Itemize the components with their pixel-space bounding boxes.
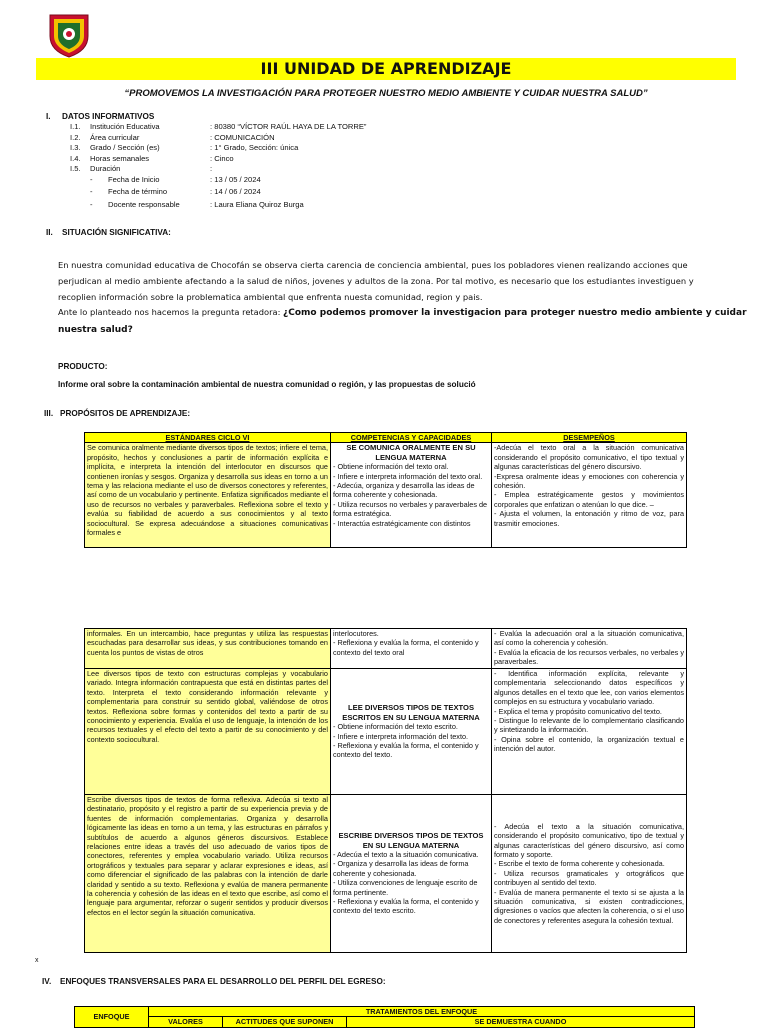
header-competencies: COMPETENCIAS Y CAPACIDADES — [331, 433, 492, 443]
info-row — [0, 122, 768, 133]
info-value: : — [210, 164, 213, 173]
header-valores: VALORES — [149, 1017, 223, 1027]
info-dash: - — [90, 174, 93, 184]
info-num: I.5. — [70, 164, 81, 173]
info-num: I.1. — [70, 122, 81, 131]
info-label: Institución Educativa — [90, 122, 160, 131]
document-title: III UNIDAD DE APRENDIZAJE — [36, 58, 736, 80]
shield-icon — [48, 12, 90, 58]
competency-title: LEE DIVERSOS TIPOS DE TEXTOS ESCRITOS EN SU LENGUA MATERNA — [342, 703, 480, 722]
info-value: : 14 / 06 / 2024 — [210, 187, 261, 196]
product-text: Informe oral sobre la contaminación ambiental de nuestra comunidad o región, y las propuestas de solució — [58, 380, 476, 389]
competency-cell — [331, 669, 492, 795]
section-number: II. — [46, 228, 53, 237]
header-actitudes: ACTITUDES QUE SUPONEN — [223, 1017, 347, 1027]
performance-cell: - Evalúa la adecuación oral a la situación comunicativa, así como la coherencia y cohesión. - Evalúa la eficacia de los recursos verbales, no verbales y paraverbales. — [492, 629, 687, 669]
challenge-question — [58, 304, 764, 338]
competency-items: - Obtiene información del texto escrito. - Infiere e interpreta información del texto. - Reflexiona y evalúa la forma, el contenido y contexto del texto. — [333, 722, 479, 760]
info-value: : Cinco — [210, 153, 234, 163]
info-label: Docente responsable — [108, 199, 180, 209]
section-number: IV. — [42, 977, 52, 986]
info-dash: - — [90, 199, 93, 209]
table-header-row — [85, 433, 687, 443]
document-subtitle: “PROMOVEMOS LA INVESTIGACIÓN PARA PROTEGER NUESTRO MEDIO AMBIENTE Y CUIDAR NUESTRA SALUD” — [124, 88, 648, 99]
section-number: I. — [46, 112, 51, 121]
school-logo — [48, 12, 90, 58]
competency-cell — [331, 443, 492, 548]
question-intro: Ante lo planteado nos hacemos la pregunta retadora: — [58, 307, 284, 317]
header-demuestra: SE DEMUESTRA CUANDO — [347, 1017, 695, 1027]
standard-cell: informales. En un intercambio, hace preguntas y utiliza las respuestas escuchadas para desarrollar sus ideas, y sus contribuciones tomando en cuenta los puntos de vistas de otros — [85, 629, 331, 669]
info-num: I.2. — [70, 132, 81, 142]
info-row — [0, 143, 768, 154]
info-subrow — [0, 200, 768, 211]
competency-items: interlocutores. - Reflexiona y evalúa la forma, el contenido y contexto del texto oral — [331, 629, 492, 669]
section-title: ENFOQUES TRANSVERSALES PARA EL DESARROLLO DEL PERFIL DEL EGRESO: — [60, 977, 386, 986]
info-value: : Laura Eliana Quiroz Burga — [210, 199, 304, 209]
competency-items: - Obtiene información del texto oral. - Infiere e interpreta información del texto oral. - Adecúa, organiza y desarrolla las ideas de forma coherente y cohesionada. - Utiliza recursos no verbales y paraverbales de forma estratégica. - Interactúa estratégicamente con distintos — [333, 462, 488, 528]
situation-paragraph: En nuestra comunidad educativa de Chocofán se observa cierta carencia de conciencia ambiental, pues los pobladores vienen realizando acciones que perjudican al medio ambiente afectando a la salud de niños, jovenes y adultos de la zona. Por tal motivo, es necesario que los estudiantes investiguen y recoplien información sobre la problematica ambiental que enfrenta nuesta comunidad, region y pais. — [58, 260, 694, 302]
table-row — [85, 443, 687, 548]
info-value: : COMUNICACIÓN — [210, 132, 275, 142]
section-number: III. — [44, 409, 54, 418]
info-value: : 13 / 05 / 2024 — [210, 174, 261, 184]
info-subrow — [0, 187, 768, 198]
table-row — [85, 669, 687, 795]
competency-title: SE COMUNICA ORALMENTE EN SU LENGUA MATERNA — [346, 443, 476, 462]
purposes-table — [84, 432, 687, 548]
standard-cell: Lee diversos tipos de texto con estructuras complejas y vocabulario variado. Integra información contrapuesta que está en distintas partes del texto. Interpreta el texto considerando información relevante y complementaria para construir su sentido global, valiéndose de otros textos. Reflexiona sobre formas y contenidos del texto a partir de su conocimiento y experiencia. Evalúa el uso de lenguaje, la intención de los recursos textuales y el efecto del texto a partir de su conocimiento y del contexto sociocultural. — [85, 669, 331, 795]
section-1-heading — [46, 112, 154, 121]
table-header-row — [75, 1007, 695, 1017]
question-text: ¿Como podemos promover la investigacion para proteger nuestro medio ambiente y cuidar nuestra salud? — [58, 308, 747, 335]
info-dash: - — [90, 187, 93, 196]
info-label: Fecha de Inicio — [108, 174, 160, 184]
transversal-table — [74, 1006, 695, 1028]
header-tratamiento: TRATAMIENTOS DEL ENFOQUE — [149, 1007, 695, 1017]
stray-mark: x — [35, 957, 39, 964]
section-4-heading — [42, 977, 386, 986]
purposes-table-continued — [84, 628, 687, 953]
standard-text: Se comunica oralmente mediante diversos tipos de textos; infiere el tema, propósito, hechos y conclusiones a partir de información explícita e implícita, e interpreta la intención del interlocutor en discursos que contienen ironías y sesgos. Organiza y desarrolla sus ideas en torno a un tema y las relaciona mediante el uso de diversos conectores y referentes, así como de un vocabulario y pertinente. Enfatiza significados mediante el uso de recursos no verbales y paraverbales. Reflexiona sobre el texto y evalúa su fiabilidad de acuerdo a sus conocimientos y al texto sociocultural. Se expresa adecuándose a situaciones comunicativas formales e — [87, 443, 328, 538]
info-num: I.3. — [70, 143, 81, 152]
info-num: I.4. — [70, 153, 81, 163]
header-standards: ESTÁNDARES CICLO VI — [85, 433, 331, 443]
section-3-heading — [44, 409, 190, 418]
info-row — [0, 154, 768, 165]
section-title: SITUACIÓN SIGNIFICATIVA: — [62, 228, 171, 237]
info-subrow — [0, 175, 768, 186]
competency-items: - Adecúa el texto a la situación comunicativa. - Organiza y desarrolla las ideas de forma coherente y cohesionada. - Utiliza convenciones de lenguaje escrito de forma pertinente. - Reflexiona y evalúa la forma, el contenido y contexto del texto escrito. — [333, 849, 479, 916]
table-row — [85, 629, 687, 669]
header-performances: DESEMPEÑOS — [492, 433, 687, 443]
section-title: PROPÓSITOS DE APRENDIZAJE: — [60, 409, 191, 418]
info-label: Grado / Sección (es) — [90, 143, 160, 152]
section-2-heading — [46, 228, 171, 237]
table-header-row — [75, 1017, 695, 1027]
header-enfoque: ENFOQUE — [75, 1007, 149, 1028]
info-label: Área curricular — [90, 132, 140, 142]
info-value: : 80380 “VÍCTOR RAÚL HAYA DE LA TORRE” — [210, 122, 367, 131]
product-label: PRODUCTO: — [58, 362, 108, 371]
section-title: DATOS INFORMATIVOS — [62, 112, 155, 121]
info-label: Duración — [90, 164, 121, 173]
performance-cell: -Adecúa el texto oral a la situación comunicativa considerando el propósito comunicativo, el tipo textual y algunas características del género discursivo. -Expresa oralmente ideas y emociones con coherencia y cohesión. - Emplea estratégicamente gestos y movimientos corporales que enfatizan o atenúan lo que dice. – - Ajusta el volumen, la entonación y ritmo de voz, para trasmitir emociones. — [492, 443, 687, 548]
info-value: : 1° Grado, Sección: única — [210, 143, 299, 152]
performance-cell: - Identifica información explícita, relevante y complementaria seleccionando datos específicos y algunos detalles en el texto que lee, con varios elementos complejos en su estructura y vocabulario variado. - Explica el tema y propósito comunicativo del texto. - Distingue lo relevante de lo complementario clasificando y sintetizando la información. - Opina sobre el contenido, la organización textual e intención del autor. — [492, 669, 687, 795]
performance-cell: - Adecúa el texto a la situación comunicativa, considerando el propósito comunicativo, tipo de textual y algunas características del género discursivo, así como formato y soporte. - Escribe el texto de forma coherente y cohesionada. - Utiliza recursos gramaticales y ortográficos que contribuyen al sentido del texto. - Evalúa de manera permanente el texto si se ajusta a la situación comunicativa, si existen contradicciones, digresiones o vacíos que afecten la coherencia, o si el uso de conectores y referentes asegura la cohesión textual. — [492, 795, 687, 953]
competency-cell — [331, 795, 492, 953]
standard-cell: Escribe diversos tipos de textos de forma reflexiva. Adecúa si texto al destinatario, propósito y el registro a partir de su experiencia previa y de fuentes de información complementarias. Organiza y desarrolla lógicamente las ideas en torno a un tema, y las estructuras en párrafos y subtítulos de acuerdo a algunos géneros discursivos. Establece relaciones entre ideas a través del uso adecuado de varios tipos de conectores, referentes y emplea vocabulario variado. Utiliza recursos ortográficos y textuales para separar y aclarar expresiones e ideas, así como diferenciar el significado de las palabras con la intención de darle claridad y sentido a su texto. Reflexiona y evalúa de manera permanente la coherencia y cohesión de las ideas en el texto que escribe, así como el lenguaje para argumentar, reforzar o sugerir sentidos y producir diversos efectos en el lector según la situación comunicativa. — [85, 795, 331, 953]
info-row — [0, 164, 768, 175]
info-list — [0, 122, 768, 210]
info-row — [0, 133, 768, 144]
standard-cell — [85, 443, 331, 548]
info-label: Horas semanales — [90, 153, 150, 163]
info-label: Fecha de término — [108, 187, 168, 196]
competency-title: ESCRIBE DIVERSOS TIPOS DE TEXTOS EN SU LENGUA MATERNA — [338, 831, 484, 850]
table-row — [85, 795, 687, 953]
